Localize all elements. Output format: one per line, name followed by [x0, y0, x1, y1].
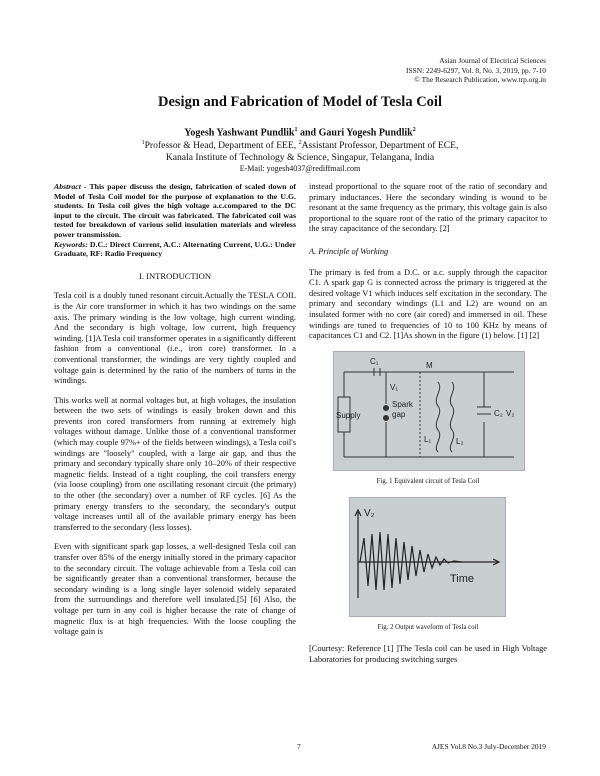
footer-journal: AJES Vol.8 No.3 July-December 2019 — [431, 742, 546, 751]
abstract — [54, 182, 296, 259]
label-c1: C₁ — [370, 356, 379, 366]
keywords-label: Keywords: — [54, 239, 90, 249]
intro-paragraph-3: Even with significant spark gap losses, a well-designed Tesla coil can transfer over 85% of the energy initially stored in the primary capacitor to the secondary circuit. The voltage achievable from a Tesla coil can be significantly greater than a conventional transformer, because the secondary winding is a long single layer solenoid widely separated from the surroundings and therefore well insulated.[5] [6] Also, the voltage per turn in any coil is higher because the rate of change of magnetic flux is at high frequencies. With the loose coupling the voltage gain is — [54, 542, 296, 637]
affiliation-2-sup: 2 — [298, 140, 302, 147]
institute: Kanala Institute of Technology & Science, Singapur, Telangana, India — [165, 151, 435, 163]
label-l1: L₁ — [424, 434, 432, 444]
subsection-heading-principle: A. Principle of Working — [309, 246, 389, 256]
principle-paragraph: The primary is fed from a D.C. or a.c. supply through the capacitor C1. A spark gap G is connected across the primary is triggered at the desired voltage V1 which induces self excitation in the secondary. The primary and secondary windings (L1 and L2) are wound on an insulated former with no core (air cored) and immersed in oil. These windings are tuned to frequencies of 10 to 100 KHz by means of capacitances C1 and C2. [1]As shown in the figure (1) below. [1] [2] — [309, 267, 547, 341]
abstract-text: This paper discuss the design, fabrication of scaled down of Model of Tesla Coil model for the purpose of explanation to the U.G. students. In Tesla coil gives the high voltage a.c.compared to the DC input to the circuit. The circuit was fabricated. The fabricated coil was tested for breakdown of various solid insulation materials and wireless power transmission. — [54, 182, 296, 239]
waveform-plot — [350, 498, 505, 616]
keywords-text: D.C.: Direct Current, A.C.: Alternating Current, U.G.: Under Graduate, RF: Radio Frequency — [54, 239, 297, 259]
author-names — [0, 125, 600, 138]
journal-header — [406, 56, 546, 85]
affiliation-1-sup: 1 — [141, 140, 145, 147]
left-column — [54, 182, 296, 647]
label-m: M — [426, 360, 433, 370]
spark-gap-node-bottom — [383, 415, 389, 421]
right-column — [309, 182, 547, 674]
page-number: 7 — [297, 742, 301, 751]
author-and: and — [297, 127, 319, 139]
waveform-curve — [360, 532, 462, 590]
intro-paragraph-2: This works well at normal voltages but, at high voltages, the insulation between the two sets of windings is easily broken down and this prevents iron cored transformers from running at extremely high voltages without damage. Unlike those of a conventional transformer (which may couple 97%+ of the fields between windings), a Tesla coil's windings are "loosely" coupled, with a large air gap, and thus the primary and secondary typically share only 10–20% of their respective magnetic fields. Instead of a tight coupling, the coil transfers energy (via loose coupling) from one oscillating resonant circuit (the primary) to the other (the secondary) over a number of RF cycles. [6] As the primary energy transfers to the secondary, the secondary's output voltage increases until all of the available primary energy has been transferred to the secondary (less losses). — [54, 395, 296, 532]
label-supply: Supply — [336, 410, 361, 420]
courtesy-paragraph: [Courtesy: Reference [1] ]The Tesla coil can be used in High Voltage Laboratories for producing switching surges — [309, 643, 547, 664]
author-2: Gauri Yogesh Pundlik — [318, 127, 413, 139]
spark-gap-node-top — [383, 405, 389, 411]
author-block — [0, 125, 600, 174]
label-l2: L₂ — [456, 436, 464, 446]
label-c2: C₂ — [494, 408, 503, 418]
author-2-sup: 2 — [412, 127, 416, 133]
affiliation-2: Assistant Professor, Department of ECE, — [301, 140, 459, 152]
label-gap: gap — [392, 409, 406, 419]
journal-publisher: © The Research Publication, www.trp.org.in — [414, 75, 546, 84]
section-heading-intro: I. INTRODUCTION — [138, 270, 212, 281]
label-v2-axis: V₂ — [364, 508, 375, 520]
label-v1: V₁ — [390, 382, 399, 392]
author-email: E-Mail: yogesh4037@rediffmail.com — [239, 163, 361, 173]
affiliation-1: Professor & Head, Department of EEE, — [144, 140, 299, 152]
paper-title: Design and Fabrication of Model of Tesla Coil — [158, 94, 442, 110]
intro-paragraph-1: Tesla coil is a doubly tuned resonant circuit.Actually the TESLA COIL is the Air core transformer in which it has two windings on the same axis. The primary winding is the low voltage, high current winding. And the secondary is high voltage, low current, high frequency winding. [1]A Tesla coil transformer operates in a significantly different fashion from a conventional (i.e., iron core) transformer. In a conventional transformer, the windings are very tightly coupled and voltage gain is determined by the ratio of the numbers of turns in the windings. — [54, 291, 296, 386]
circuit-diagram — [334, 352, 524, 470]
journal-issn: ISSN: 2249-6297, Vol. 8, No. 3, 2019, pp. 7-10 — [406, 65, 546, 75]
affiliation-line — [0, 138, 600, 151]
journal-name: Asian Journal of Electrical Sciences — [439, 56, 546, 65]
figure-2-waveform — [349, 497, 506, 617]
figure-2-caption: Fig. 2 Output waveform of Tesla coil — [377, 624, 479, 632]
figure-1-circuit — [333, 351, 525, 471]
abstract-label: Abstract - — [54, 182, 90, 191]
author-1-sup: 1 — [294, 127, 298, 133]
author-1: Yogesh Yashwant Pundlik — [184, 127, 295, 139]
label-v2: V₂ — [506, 408, 515, 418]
figure-1-caption: Fig. 1 Equivalent circuit of Tesla Coil — [376, 477, 480, 485]
label-time-axis: Time — [450, 573, 475, 586]
right-paragraph-1: instead proportional to the square root of the ratio of secondary and primary inductances. Here the secondary winding is wound to be resonant at the same frequency as the primary, this voltage gain is also proportional to the square root of the ratio of the primary capacitor to the stray capacitance of the secondary. [2] — [309, 182, 547, 234]
label-spark: Spark — [392, 399, 413, 409]
